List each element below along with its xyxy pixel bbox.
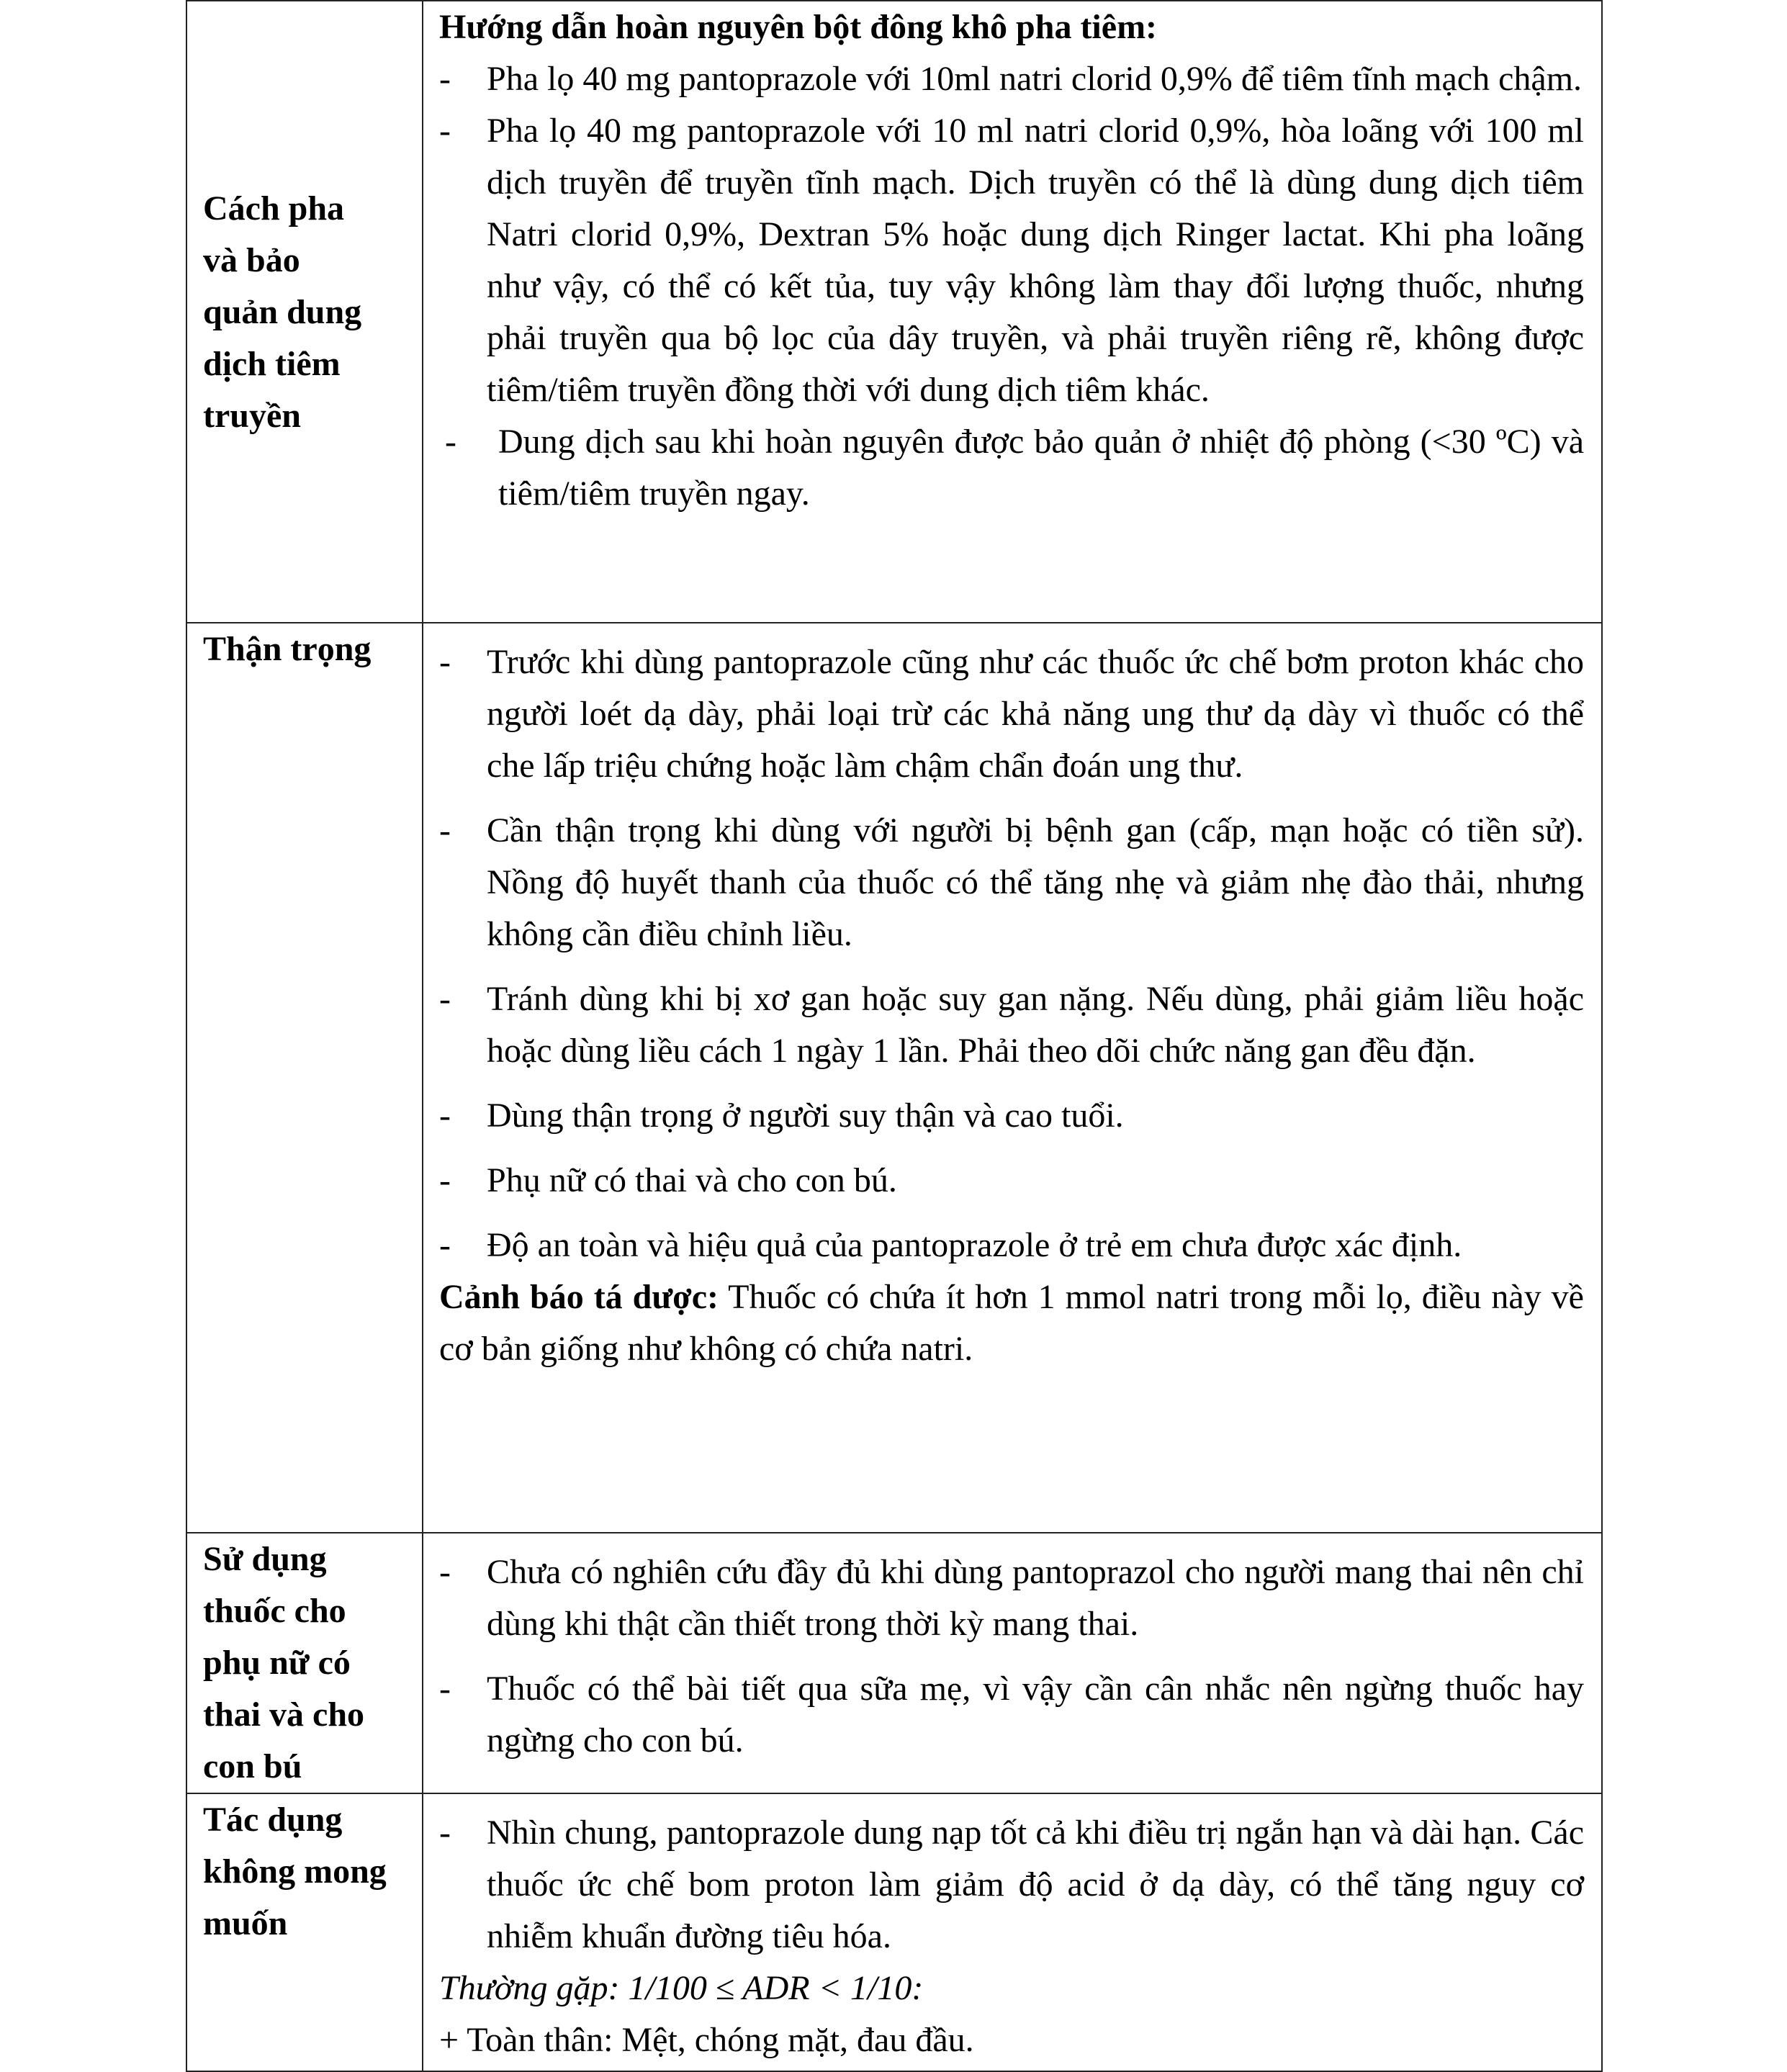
dash-bullet: - [439, 1814, 451, 1852]
dash-bullet: - [439, 643, 451, 681]
table-row [186, 1793, 1602, 2071]
list-item [439, 973, 1584, 1077]
dash-bullet: - [439, 1226, 451, 1264]
row-label-pregnancy [186, 1533, 423, 1793]
table-row [186, 1533, 1602, 1793]
dash-bullet: - [439, 1670, 451, 1708]
list-item [439, 416, 1584, 520]
dash-bullet: - [439, 1096, 451, 1135]
list-item [439, 1090, 1584, 1142]
list-item-text: Chưa có nghiên cứu đầy đủ khi dùng pantoprazol cho người mang thai nên chỉ dùng khi thật cần thiết trong thời kỳ mang thai. [487, 1553, 1584, 1643]
list-item-text: Cần thận trọng khi dùng với người bị bệnh gan (cấp, mạn hoặc có tiền sử). Nồng độ huyết thanh của thuốc có thể tăng nhẹ và giảm nhẹ đào thải, nhưng không cần điều chỉnh liều. [487, 811, 1584, 953]
warning-text: Thuốc có chứa ít hơn 1 mmol natri trong mỗi lọ, điều này về cơ bản giống như không có chứa natri. [439, 1278, 1584, 1368]
row-content-adverse-effects [423, 1793, 1602, 2071]
section-heading: Hướng dẫn hoàn nguyên bột đông khô pha tiêm: [439, 8, 1158, 46]
table-row [186, 1, 1602, 623]
list-item-text: Thuốc có thể bài tiết qua sữa mẹ, vì vậy cần cân nhắc nên ngừng thuốc hay ngừng cho con bú. [487, 1670, 1584, 1760]
drug-info-table [186, 0, 1603, 2072]
table-row [186, 623, 1602, 1533]
list-item-text: Nhìn chung, pantoprazole dung nạp tốt cả khi điều trị ngắn hạn và dài hạn. Các thuốc ức chế bom proton làm giảm độ acid ở dạ dày, có thể tăng nguy cơ nhiễm khuẩn đường tiêu hóa. [487, 1814, 1584, 1955]
dash-bullet: - [439, 112, 451, 150]
list-item [439, 805, 1584, 960]
row-label-text: Sử dụng thuốc cho phụ nữ có thai và cho con bú [203, 1540, 365, 1785]
dash-bullet: - [439, 1553, 451, 1591]
row-content-preparation [423, 1, 1602, 623]
dash-bullet: - [439, 811, 451, 850]
excipient-warning [439, 1271, 1584, 1375]
list-item-text: Tránh dùng khi bị xơ gan hoặc suy gan nặng. Nếu dùng, phải giảm liều hoặc hoặc dùng liều cách 1 ngày 1 lần. Phải theo dõi chức năng gan đều đặn. [487, 980, 1584, 1070]
list-item [439, 105, 1584, 416]
row-label-adverse-effects [186, 1793, 423, 2071]
list-item-text: Trước khi dùng pantoprazole cũng như các thuốc ức chế bơm proton khác cho người loét dạ dày, phải loại trừ các khả năng ung thư dạ dày vì thuốc có thể che lấp triệu chứng hoặc làm chậm chẩn đoán ung thư. [487, 643, 1584, 785]
row-content-precautions [423, 623, 1602, 1533]
list-item [439, 1220, 1584, 1271]
dash-bullet: - [439, 980, 451, 1018]
list-item [439, 636, 1584, 792]
plus-item: + Toàn thân: Mệt, chóng mặt, đau đầu. [439, 2021, 974, 2059]
dash-bullet: - [445, 423, 456, 461]
list-item-text: Độ an toàn và hiệu quả của pantoprazole ở trẻ em chưa được xác định. [487, 1226, 1462, 1264]
list-item-text: Phụ nữ có thai và cho con bú. [487, 1161, 897, 1199]
list-item-text: Dung dịch sau khi hoàn nguyên được bảo quản ở nhiệt độ phòng (<30 ºC) và tiêm/tiêm truyền ngay. [498, 423, 1584, 513]
row-label-preparation [186, 1, 423, 623]
list-item [439, 1663, 1584, 1767]
list-item [439, 1546, 1584, 1650]
list-item [439, 53, 1584, 105]
list-item-text: Pha lọ 40 mg pantoprazole với 10ml natri clorid 0,9% để tiêm tĩnh mạch chậm. [487, 60, 1583, 98]
row-label-text: Tác dụng không mong muốn [203, 1801, 387, 1942]
warning-label: Cảnh báo tá dược: [439, 1278, 719, 1316]
row-label-text: Cách pha và bảo quản dung dịch tiêm truyền [203, 189, 362, 435]
dash-bullet: - [439, 1161, 451, 1199]
row-label-text: Thận trọng [203, 630, 372, 668]
list-item [439, 1155, 1584, 1207]
row-content-pregnancy [423, 1533, 1602, 1793]
frequency-heading: Thường gặp: 1/100 ≤ ADR < 1/10: [439, 1969, 924, 2007]
row-label-precautions [186, 623, 423, 1533]
list-item [439, 1807, 1584, 1963]
list-item-text: Dùng thận trọng ở người suy thận và cao tuổi. [487, 1096, 1124, 1135]
list-item-text: Pha lọ 40 mg pantoprazole với 10 ml natri clorid 0,9%, hòa loãng với 100 ml dịch truyền để truyền tĩnh mạch. Dịch truyền có thể là dùng dung dịch tiêm Natri clorid 0,9%, Dextran 5% hoặc dung dịch Ringer lactat. Khi pha loãng như vậy, có thể có kết tủa, tuy vậy không làm thay đổi lượng thuốc, nhưng phải truyền qua bộ lọc của dây truyền, và phải truyền riêng rẽ, không được tiêm/tiêm truyền đồng thời với dung dịch tiêm khác. [487, 112, 1584, 409]
dash-bullet: - [439, 60, 451, 98]
